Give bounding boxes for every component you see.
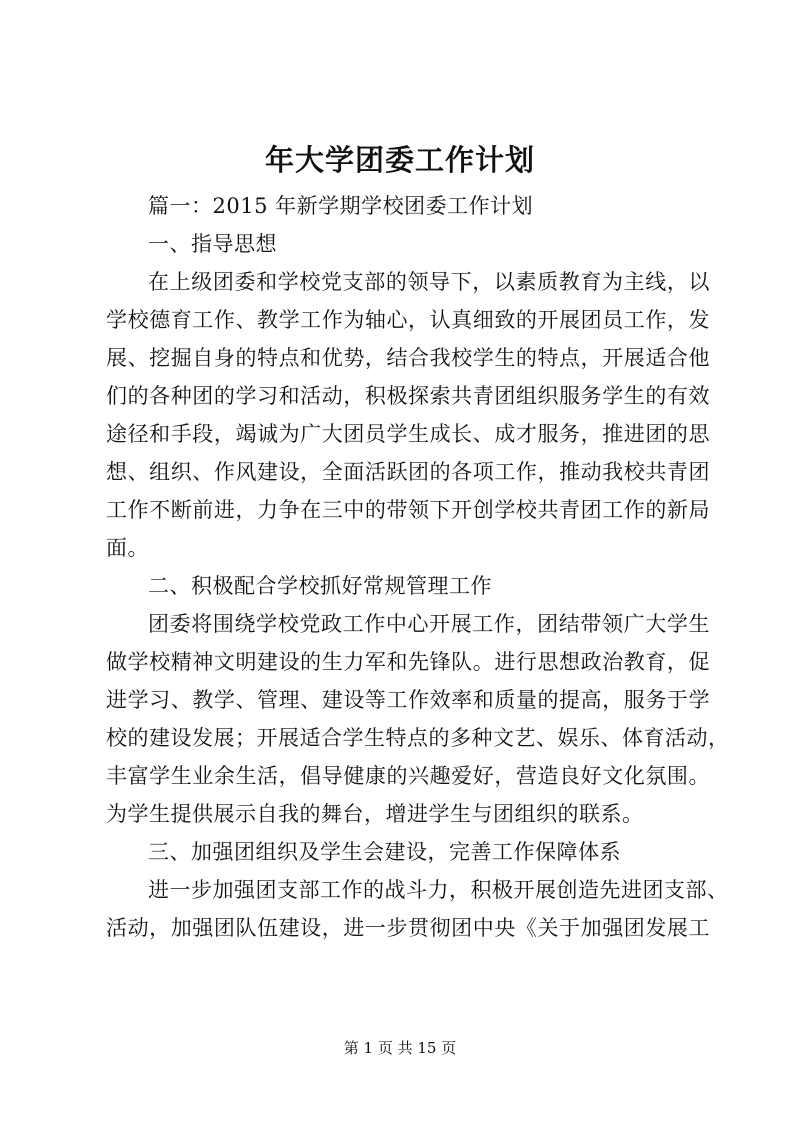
section-heading: 二、积极配合学校抓好常规管理工作 [148, 574, 492, 598]
document-body [106, 187, 730, 947]
paragraph-line: 展、挖掘自身的特点和优势，结合我校学生的特点，开展适合他 [106, 346, 710, 370]
paragraph-line: 途径和手段，竭诚为广大团员学生成长、成才服务，推进团的思 [106, 422, 710, 446]
paragraph-line: 学校德育工作、教学工作为轴心，认真细致的开展团员工作，发 [106, 308, 710, 332]
paragraph-line: 做学校精神文明建设的生力军和先锋队。进行思想政治教育，促 [106, 650, 710, 674]
paragraph-line: 团委将围绕学校党政工作中心开展工作，团结带领广大学生 [148, 612, 710, 636]
paragraph-line: 进一步加强团支部工作的战斗力，积极开展创造先进团支部、 [148, 878, 729, 902]
page-footer: 第 1 页 共 15 页 [343, 1039, 457, 1057]
paragraph-line: 想、组织、作风建设，全面活跃团的各项工作，推动我校共青团 [106, 460, 710, 484]
section-heading: 三、加强团组织及学生会建设，完善工作保障体系 [148, 840, 621, 864]
paragraph-line: 工作不断前进，力争在三中的带领下开创学校共青团工作的新局 [106, 498, 710, 522]
paragraph-line: 进学习、教学、管理、建设等工作效率和质量的提高，服务于学 [106, 688, 710, 712]
section-heading: 篇一：2015 年新学期学校团委工作计划 [148, 194, 534, 218]
paragraph-line: 为学生提供展示自我的舞台，增进学生与团组织的联系。 [106, 802, 644, 826]
paragraph-line: 活动，加强团队伍建设，进一步贯彻团中央《关于加强团发展工 [106, 916, 710, 940]
document-title: 年大学团委工作计划 [264, 143, 535, 177]
paragraph-line: 在上级团委和学校党支部的领导下，以素质教育为主线，以 [148, 270, 710, 294]
paragraph-line: 丰富学生业余生活，倡导健康的兴趣爱好，营造良好文化氛围。 [106, 764, 710, 788]
paragraph-line: 校的建设发展；开展适合学生特点的多种文艺、娱乐、体育活动， [106, 726, 730, 750]
paragraph-line: 们的各种团的学习和活动，积极探索共青团组织服务学生的有效 [106, 384, 710, 408]
paragraph-line: 面。 [106, 536, 149, 560]
section-heading: 一、指导思想 [148, 232, 277, 256]
